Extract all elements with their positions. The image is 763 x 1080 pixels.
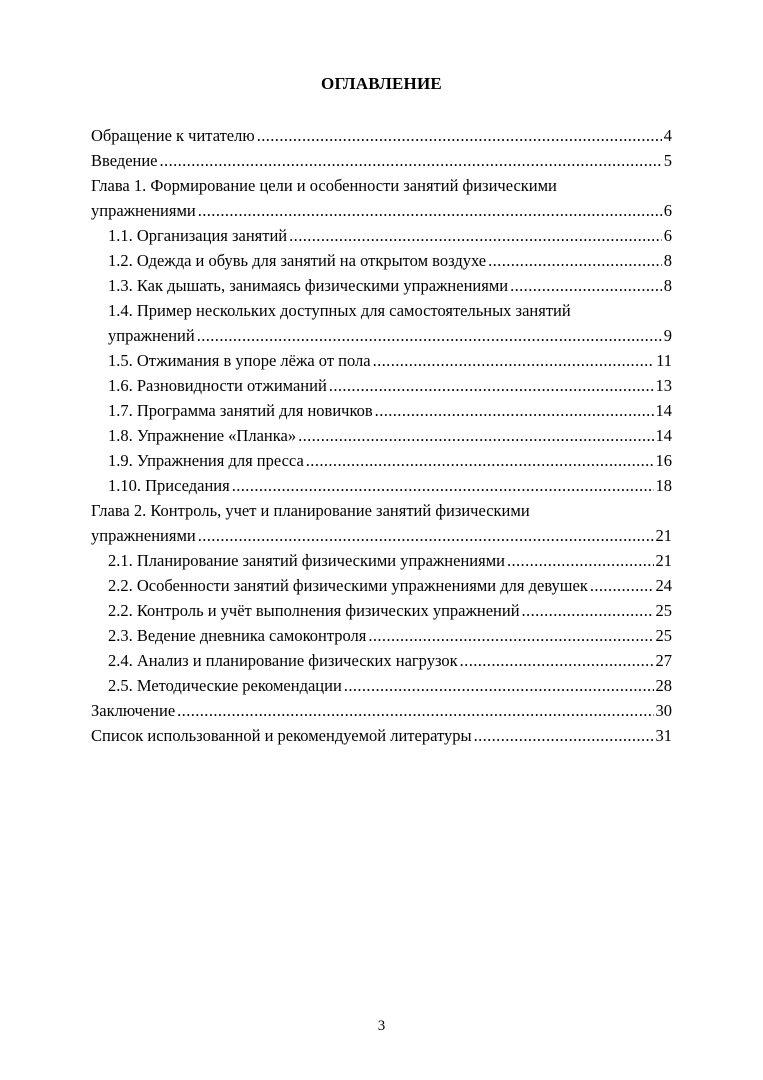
toc-dot-leader — [344, 673, 654, 698]
toc-dot-leader — [160, 148, 662, 173]
toc-page-number: 14 — [655, 426, 672, 445]
toc-entry[interactable] — [91, 498, 672, 523]
toc-dot-leader — [198, 523, 654, 548]
page-number: 3 — [377, 1018, 386, 1034]
toc-dot-leader — [197, 323, 662, 348]
toc-entry-title: упражнениями — [91, 526, 196, 545]
toc-page-number: 14 — [655, 401, 672, 420]
toc-dot-leader — [373, 348, 655, 373]
toc-entry-title: 2.4. Анализ и планирование физических нагрузок — [108, 651, 458, 670]
toc-entry-title: Обращение к читателю — [91, 126, 255, 145]
toc-entry-title: Введение — [91, 151, 158, 170]
toc-dot-leader — [232, 473, 654, 498]
toc-entry-title: 1.10. Приседания — [108, 476, 230, 495]
toc-entry[interactable] — [91, 623, 672, 648]
toc-dot-leader — [329, 373, 654, 398]
toc-page-number: 21 — [655, 551, 672, 570]
toc-page-number: 4 — [663, 126, 672, 145]
toc-dot-leader — [368, 623, 653, 648]
toc-dot-leader — [289, 223, 662, 248]
toc-dot-leader — [507, 548, 654, 573]
toc-entry[interactable] — [91, 173, 672, 198]
toc-entry-title: 1.7. Программа занятий для новичков — [108, 401, 373, 420]
toc-page-number: 8 — [663, 251, 672, 270]
toc-entry-title: 2.1. Планирование занятий физическими упражнениями — [108, 551, 505, 570]
toc-entry-title: 1.4. Пример нескольких доступных для самостоятельных занятий — [108, 301, 571, 320]
toc-dot-leader — [375, 398, 654, 423]
toc-dot-leader — [488, 248, 662, 273]
toc-entry[interactable] — [91, 648, 672, 673]
toc-dot-leader — [522, 598, 654, 623]
toc-entry-title: 1.6. Разновидности отжиманий — [108, 376, 327, 395]
toc-dot-leader — [257, 123, 662, 148]
toc-page-number: 25 — [655, 601, 672, 620]
toc-entry[interactable] — [91, 398, 672, 423]
toc-dot-leader — [298, 423, 653, 448]
toc-page-number: 24 — [655, 576, 672, 595]
toc-entry-title: упражнений — [108, 326, 195, 345]
toc-dot-leader — [510, 273, 662, 298]
toc-entry[interactable] — [91, 223, 672, 248]
toc-entry[interactable] — [91, 373, 672, 398]
toc-page-number: 5 — [663, 151, 672, 170]
toc-entry[interactable] — [91, 723, 672, 748]
toc-page-number: 21 — [655, 526, 672, 545]
toc-entry-title: 2.2. Контроль и учёт выполнения физических упражнений — [108, 601, 520, 620]
toc-page-number: 6 — [663, 201, 672, 220]
toc-page-number: 27 — [655, 651, 672, 670]
toc-page-number: 8 — [663, 276, 672, 295]
toc-entry[interactable] — [91, 698, 672, 723]
toc-entry[interactable] — [91, 148, 672, 173]
toc-entry-title: Глава 1. Формирование цели и особенности занятий физическими — [91, 176, 557, 195]
toc-dot-leader — [590, 573, 654, 598]
toc-entry[interactable] — [91, 273, 672, 298]
toc-page-number: 31 — [655, 726, 672, 745]
toc-entry-title: 1.9. Упражнения для пресса — [108, 451, 304, 470]
toc-entry[interactable] — [91, 423, 672, 448]
toc-entry-title: Заключение — [91, 701, 176, 720]
toc-entry-title: 2.2. Особенности занятий физическими упражнениями для девушек — [108, 576, 588, 595]
toc-page-number: 18 — [655, 476, 672, 495]
toc-entry-title: упражнениями — [91, 201, 196, 220]
toc-page-number: 9 — [663, 326, 672, 345]
toc-entry[interactable] — [91, 598, 672, 623]
toc-entry[interactable] — [91, 348, 672, 373]
toc-entry[interactable] — [91, 573, 672, 598]
toc-entry[interactable] — [91, 523, 672, 548]
toc-entry[interactable] — [91, 248, 672, 273]
toc-entry[interactable] — [91, 323, 672, 348]
toc-entry-title: 1.5. Отжимания в упоре лёжа от пола — [108, 351, 371, 370]
toc-entry[interactable] — [91, 123, 672, 148]
toc-entry-title: 2.5. Методические рекомендации — [108, 676, 342, 695]
toc-entry-title: 1.3. Как дышать, занимаясь физическими упражнениями — [108, 276, 509, 295]
page-title: ОГЛАВЛЕНИЕ — [321, 74, 442, 93]
toc-entry-title: 1.8. Упражнение «Планка» — [108, 426, 297, 445]
toc-entry[interactable] — [91, 448, 672, 473]
table-of-contents — [91, 123, 672, 748]
toc-entry[interactable] — [91, 198, 672, 223]
toc-page-number: 16 — [655, 451, 672, 470]
toc-entry-title: Список использованной и рекомендуемой литературы — [91, 726, 472, 745]
toc-page-number: 25 — [655, 626, 672, 645]
toc-page-number: 30 — [655, 701, 672, 720]
toc-entry-title: 2.3. Ведение дневника самоконтроля — [108, 626, 367, 645]
toc-entry[interactable] — [91, 473, 672, 498]
toc-entry[interactable] — [91, 673, 672, 698]
toc-entry-title: 1.2. Одежда и обувь для занятий на открытом воздухе — [108, 251, 487, 270]
toc-page-number: 28 — [655, 676, 672, 695]
toc-dot-leader — [198, 198, 662, 223]
toc-page-number: 6 — [663, 226, 672, 245]
toc-page-number: 11 — [656, 351, 672, 370]
toc-dot-leader — [460, 648, 654, 673]
toc-entry-title: 1.1. Организация занятий — [108, 226, 288, 245]
toc-dot-leader — [306, 448, 654, 473]
toc-entry-title: Глава 2. Контроль, учет и планирование занятий физическими — [91, 501, 530, 520]
toc-dot-leader — [177, 698, 653, 723]
toc-page-number: 13 — [655, 376, 672, 395]
toc-entry[interactable] — [91, 548, 672, 573]
toc-entry[interactable] — [91, 298, 672, 323]
toc-dot-leader — [474, 723, 654, 748]
